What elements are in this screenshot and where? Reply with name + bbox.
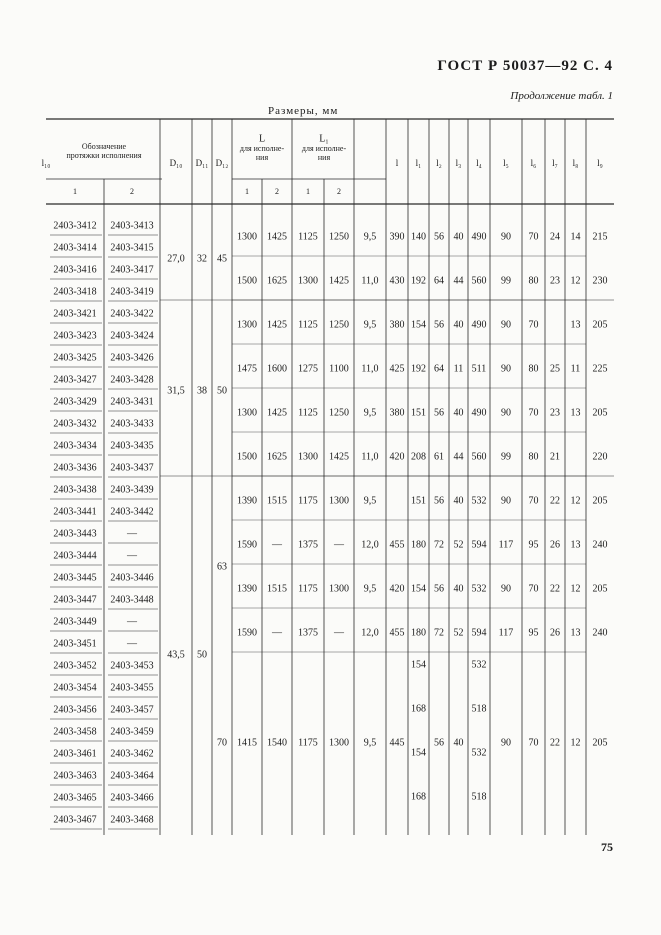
designation-exec-2: 2403-3413	[110, 220, 154, 232]
cell-L1: 1590	[237, 539, 257, 551]
designation-exec-2: —	[127, 638, 137, 650]
header-exec-1: 1	[73, 186, 77, 196]
designation-exec-2: —	[127, 550, 137, 562]
cell-l: 11,0	[361, 363, 379, 375]
cell-l4: 44	[453, 275, 464, 287]
cell-l9: 11	[570, 363, 581, 375]
cell-l4: 40	[453, 319, 464, 331]
cell-l9: 12	[570, 495, 581, 507]
cell-l1: 455	[389, 627, 405, 639]
cell-l8: 22	[550, 737, 560, 749]
cell-l8: 21	[550, 451, 560, 463]
header-n1: 1	[306, 186, 310, 196]
cell-l: 12,0	[361, 627, 379, 639]
cell-La2: 1250	[329, 407, 349, 419]
cell-l5: 518	[471, 791, 487, 803]
designation-exec-2: 2403-3464	[110, 770, 154, 782]
cell-La2: 1250	[329, 231, 349, 243]
cell-l8: 26	[550, 627, 560, 639]
cell-l4: 40	[453, 495, 464, 507]
header-l10: l₁₀	[41, 158, 51, 169]
cell-l9: 12	[570, 737, 581, 749]
cell-La1: 1300	[298, 451, 318, 463]
cell-l9: 13	[570, 407, 581, 419]
cell-l5: 518	[471, 703, 487, 715]
cell-l5: 560	[471, 275, 487, 287]
cell-l10: 230	[592, 275, 608, 287]
cell-l7: 95	[528, 539, 539, 551]
cell-l: 9,5	[363, 407, 377, 419]
cell-La1: 1125	[298, 231, 318, 243]
designation-exec-1: 2403-3449	[53, 616, 97, 628]
cell-L1: 1590	[237, 627, 257, 639]
designation-exec-1: 2403-3416	[53, 264, 97, 276]
cell-l5: 532	[471, 495, 487, 507]
designation-exec-1: 2403-3461	[53, 748, 97, 760]
header-l6: l₆	[530, 158, 537, 169]
designation-exec-1: 2403-3465	[53, 792, 97, 804]
cell-l8: 23	[550, 407, 560, 419]
cell-l10: 205	[592, 319, 608, 331]
cell-l6: 90	[501, 407, 511, 419]
designation-exec-2: 2403-3455	[110, 682, 154, 694]
d11-value: 32	[197, 253, 207, 265]
header-l2: l₂	[436, 158, 442, 169]
cell-l6: 90	[501, 319, 511, 331]
cell-La1: 1125	[298, 319, 318, 331]
cell-l5: 490	[471, 319, 487, 331]
header-l1-sub: ния	[317, 152, 331, 162]
designation-exec-1: 2403-3451	[53, 638, 97, 650]
cell-l3: 56	[434, 583, 444, 595]
cell-l10: 215	[592, 231, 608, 243]
designation-exec-2: 2403-3446	[110, 572, 154, 584]
cell-La2: 1300	[329, 495, 349, 507]
cell-L2: 1425	[267, 319, 287, 331]
cell-L2: 1425	[267, 407, 287, 419]
cell-l7: 80	[528, 363, 539, 375]
cell-l10: 225	[592, 363, 608, 375]
header-l7: l₇	[552, 158, 558, 169]
designation-exec-1: 2403-3425	[53, 352, 97, 364]
cell-l10: 240	[592, 627, 608, 639]
d11-value: 50	[197, 649, 207, 661]
cell-L2: 1515	[267, 495, 287, 507]
cell-l10: 240	[592, 539, 608, 551]
header-n1: 1	[245, 186, 249, 196]
cell-La2: 1300	[329, 583, 349, 595]
cell-l1: 425	[389, 363, 405, 375]
cell-La1: 1175	[298, 495, 318, 507]
cell-l4: 44	[453, 451, 464, 463]
continuation-label: Продолжение табл. 1	[510, 90, 613, 102]
designation-exec-1: 2403-3412	[53, 220, 97, 232]
cell-l2: 180	[411, 627, 426, 639]
cell-L1: 1500	[237, 451, 257, 463]
cell-l5: 532	[471, 659, 487, 671]
cell-l6: 90	[501, 583, 511, 595]
cell-l3: 64	[434, 275, 444, 287]
header-d11: D₁₁	[195, 158, 209, 169]
cell-La2: 1425	[329, 451, 349, 463]
cell-l7: 70	[528, 319, 539, 331]
d10-value: 31,5	[167, 385, 185, 397]
designation-exec-2: 2403-3437	[110, 462, 154, 474]
d12-value: 63	[217, 561, 227, 573]
d12-value: 70	[217, 737, 227, 749]
cell-l6: 99	[501, 451, 511, 463]
header-d12: D₁₂	[215, 158, 229, 169]
cell-l2: 151	[411, 407, 426, 419]
cell-l: 12,0	[361, 539, 379, 551]
d12-value: 45	[217, 253, 227, 265]
cell-La2: 1100	[329, 363, 349, 375]
designation-exec-1: 2403-3423	[53, 330, 97, 342]
header-l: l	[395, 158, 399, 169]
designation-exec-1: 2403-3444	[53, 550, 97, 562]
cell-l6: 90	[501, 495, 511, 507]
cell-l5: 560	[471, 451, 487, 463]
cell-La1: 1375	[298, 539, 318, 551]
designation-exec-2: 2403-3422	[110, 308, 154, 320]
cell-l7: 70	[528, 231, 539, 243]
designation-exec-2: 2403-3428	[110, 374, 154, 386]
cell-l1: 380	[389, 319, 405, 331]
designation-exec-1: 2403-3452	[53, 660, 97, 672]
cell-La2: —	[334, 627, 344, 639]
cell-l6: 99	[501, 275, 511, 287]
cell-l1: 430	[389, 275, 405, 287]
cell-l3: 56	[434, 231, 444, 243]
cell-l7: 80	[528, 451, 539, 463]
cell-l1: 455	[389, 539, 405, 551]
cell-l5: 594	[471, 539, 487, 551]
cell-L1: 1390	[237, 583, 257, 595]
header-l3: l₃	[455, 158, 462, 169]
header-l1-big: L₁	[319, 133, 329, 145]
cell-l2: 154	[411, 319, 426, 331]
cell-l3: 72	[434, 539, 444, 551]
cell-La2: —	[334, 539, 344, 551]
cell-l8: 26	[550, 539, 560, 551]
cell-L2: 1600	[267, 363, 287, 375]
cell-La2: 1425	[329, 275, 349, 287]
header-l-sub: для исполне-	[239, 143, 285, 153]
cell-L1: 1475	[237, 363, 257, 375]
cell-l9: 13	[570, 319, 581, 331]
cell-l2: 154	[411, 659, 426, 671]
cell-l: 11,0	[361, 451, 379, 463]
cell-l8: 25	[550, 363, 560, 375]
cell-L2: 1515	[267, 583, 287, 595]
header-designation: Обозначение	[81, 141, 127, 151]
cell-l8: 24	[550, 231, 560, 243]
cell-l2: 208	[411, 451, 426, 463]
table-grid	[41, 119, 614, 835]
cell-l7: 70	[528, 737, 539, 749]
cell-l7: 70	[528, 407, 539, 419]
cell-l9: 14	[570, 231, 581, 243]
designation-exec-2: 2403-3419	[110, 286, 154, 298]
designation-exec-2: 2403-3435	[110, 440, 154, 452]
cell-La1: 1275	[298, 363, 318, 375]
designation-exec-2: 2403-3442	[110, 506, 154, 518]
cell-l2: 154	[411, 747, 426, 759]
cell-l2: 151	[411, 495, 426, 507]
cell-L1: 1390	[237, 495, 257, 507]
cell-l10: 205	[592, 737, 608, 749]
header-l9: l₉	[597, 158, 603, 169]
header-l1: l₁	[415, 158, 422, 169]
cell-l6: 90	[501, 737, 511, 749]
cell-l3: 56	[434, 407, 444, 419]
designation-exec-1: 2403-3456	[53, 704, 97, 716]
cell-l10: 205	[592, 583, 608, 595]
cell-l9: 13	[570, 539, 581, 551]
cell-l2: 168	[411, 791, 426, 803]
cell-l8: 23	[550, 275, 560, 287]
designation-exec-1: 2403-3429	[53, 396, 97, 408]
designation-exec-1: 2403-3447	[53, 594, 97, 606]
cell-l4: 11	[453, 363, 464, 375]
cell-l5: 594	[471, 627, 487, 639]
cell-l10: 220	[592, 451, 608, 463]
cell-l8: 22	[550, 495, 560, 507]
cell-l5: 511	[471, 363, 487, 375]
designation-exec-1: 2403-3445	[53, 572, 97, 584]
cell-l10: 205	[592, 495, 608, 507]
standard-title: ГОСТ Р 50037—92 С. 4	[437, 58, 613, 74]
cell-l7: 80	[528, 275, 539, 287]
header-n2: 2	[275, 186, 279, 196]
dimensions-table	[41, 119, 614, 835]
cell-l2: 168	[411, 703, 426, 715]
designation-exec-2: 2403-3424	[110, 330, 154, 342]
cell-L1: 1300	[237, 319, 257, 331]
designation-exec-2: 2403-3457	[110, 704, 154, 716]
cell-La1: 1300	[298, 275, 318, 287]
d11-value: 38	[197, 385, 207, 397]
designation-exec-1: 2403-3458	[53, 726, 97, 738]
cell-l4: 52	[453, 627, 464, 639]
cell-La1: 1125	[298, 407, 318, 419]
cell-l4: 40	[453, 737, 464, 749]
cell-L1: 1415	[237, 737, 257, 749]
designation-exec-1: 2403-3436	[53, 462, 97, 474]
cell-l: 9,5	[363, 583, 377, 595]
cell-L1: 1300	[237, 407, 257, 419]
designation-exec-2: 2403-3417	[110, 264, 154, 276]
cell-La1: 1175	[298, 737, 318, 749]
cell-l6: 90	[501, 363, 511, 375]
cell-l: 9,5	[363, 737, 377, 749]
designation-exec-2: 2403-3453	[110, 660, 154, 672]
cell-La2: 1250	[329, 319, 349, 331]
cell-l10: 205	[592, 407, 608, 419]
cell-l3: 72	[434, 627, 444, 639]
header-exec-2: 2	[130, 186, 134, 196]
designation-exec-1: 2403-3427	[53, 374, 97, 386]
designation-exec-1: 2403-3467	[53, 814, 97, 826]
cell-L2: 1625	[267, 275, 287, 287]
header-l-sub: ния	[255, 152, 269, 162]
cell-L1: 1500	[237, 275, 257, 287]
d12-value: 50	[217, 385, 227, 397]
designation-exec-2: 2403-3468	[110, 814, 154, 826]
header-l1-sub: для исполне-	[301, 143, 347, 153]
cell-l5: 490	[471, 231, 487, 243]
cell-l3: 61	[434, 451, 444, 463]
designation-exec-1: 2403-3463	[53, 770, 97, 782]
cell-l: 9,5	[363, 231, 377, 243]
cell-l3: 56	[434, 737, 444, 749]
cell-l9: 12	[570, 583, 581, 595]
cell-l5: 490	[471, 407, 487, 419]
designation-exec-1: 2403-3438	[53, 484, 97, 496]
cell-l9: 12	[570, 275, 581, 287]
designation-exec-2: 2403-3448	[110, 594, 154, 606]
cell-l1: 390	[389, 231, 405, 243]
cell-l6: 117	[498, 539, 514, 551]
cell-l5: 532	[471, 583, 487, 595]
cell-l4: 40	[453, 231, 464, 243]
cell-l9: 13	[570, 627, 581, 639]
d10-value: 27,0	[167, 253, 185, 265]
designation-exec-2: 2403-3433	[110, 418, 154, 430]
sizes-label: Размеры, мм	[268, 105, 339, 117]
cell-l2: 192	[411, 275, 426, 287]
header-d10: D₁₀	[169, 158, 183, 169]
cell-L2: 1625	[267, 451, 287, 463]
designation-exec-1: 2403-3434	[53, 440, 97, 452]
designation-exec-1: 2403-3454	[53, 682, 97, 694]
cell-l7: 95	[528, 627, 539, 639]
cell-L2: —	[272, 539, 282, 551]
cell-l5: 532	[471, 747, 487, 759]
cell-l7: 70	[528, 583, 539, 595]
cell-l2: 180	[411, 539, 426, 551]
designation-exec-1: 2403-3418	[53, 286, 97, 298]
cell-l2: 140	[411, 231, 426, 243]
cell-l8: 22	[550, 583, 560, 595]
cell-L1: 1300	[237, 231, 257, 243]
designation-exec-2: 2403-3459	[110, 726, 154, 738]
designation-exec-2: 2403-3439	[110, 484, 154, 496]
cell-l3: 64	[434, 363, 444, 375]
designation-exec-1: 2403-3421	[53, 308, 97, 320]
cell-l1: 420	[389, 583, 405, 595]
cell-l2: 192	[411, 363, 426, 375]
designation-exec-2: 2403-3426	[110, 352, 154, 364]
cell-La2: 1300	[329, 737, 349, 749]
cell-l6: 90	[501, 231, 511, 243]
cell-l7: 70	[528, 495, 539, 507]
cell-l4: 52	[453, 539, 464, 551]
cell-l4: 40	[453, 407, 464, 419]
cell-La1: 1175	[298, 583, 318, 595]
cell-l: 9,5	[363, 319, 377, 331]
header-n2: 2	[337, 186, 341, 196]
cell-l2: 154	[411, 583, 426, 595]
cell-L2: —	[272, 627, 282, 639]
cell-l1: 445	[389, 737, 405, 749]
cell-l3: 56	[434, 319, 444, 331]
designation-exec-2: 2403-3466	[110, 792, 154, 804]
cell-l1: 380	[389, 407, 405, 419]
designation-exec-2: —	[127, 528, 137, 540]
d10-value: 43,5	[167, 649, 185, 661]
header-l8: l₈	[572, 158, 579, 169]
header-l4: l₄	[476, 158, 482, 169]
cell-l3: 56	[434, 495, 444, 507]
designation-exec-1: 2403-3432	[53, 418, 97, 430]
cell-L2: 1540	[267, 737, 287, 749]
designation-exec-2: —	[127, 616, 137, 628]
designation-exec-1: 2403-3441	[53, 506, 97, 518]
designation-exec-2: 2403-3415	[110, 242, 154, 254]
cell-l4: 40	[453, 583, 464, 595]
designation-exec-2: 2403-3431	[110, 396, 154, 408]
header-l-big: L	[258, 133, 266, 145]
page-number: 75	[601, 840, 613, 854]
designation-exec-1: 2403-3443	[53, 528, 97, 540]
cell-l: 9,5	[363, 495, 377, 507]
header-l5: l₅	[503, 158, 509, 169]
cell-L2: 1425	[267, 231, 287, 243]
designation-exec-1: 2403-3414	[53, 242, 97, 254]
cell-La1: 1375	[298, 627, 318, 639]
cell-l1: 420	[389, 451, 405, 463]
cell-l: 11,0	[361, 275, 379, 287]
header-designation: протяжки исполнения	[66, 150, 142, 160]
cell-l6: 117	[498, 627, 514, 639]
designation-exec-2: 2403-3462	[110, 748, 154, 760]
